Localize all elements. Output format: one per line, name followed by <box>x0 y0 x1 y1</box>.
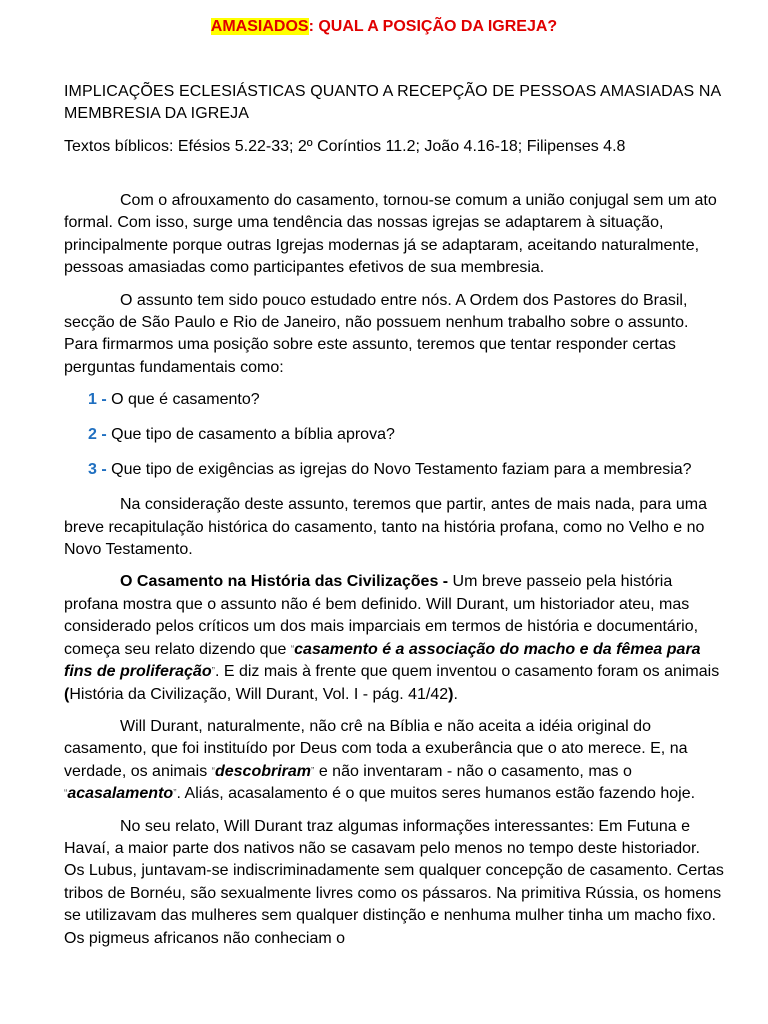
question-item <box>64 459 724 481</box>
emphasis-word: descobriram <box>214 762 312 780</box>
question-text: Que tipo de casamento a bíblia aprova? <box>106 426 395 444</box>
question-text: O que é casamento? <box>106 391 260 409</box>
quote-mark: “ <box>290 643 295 655</box>
question-item <box>64 424 724 446</box>
question-number: 1 - <box>88 391 107 409</box>
paragraph-5 <box>64 716 724 806</box>
quote-definition: casamento é a associação do macho e da fêmea para fins de proliferação <box>64 640 701 681</box>
section-heading: O Casamento na História das Civilizações - <box>120 573 449 591</box>
document-subtitle: IMPLICAÇÕES ECLESIÁSTICAS QUANTO A RECEPÇÃO DE PESSOAS AMASIADAS NA MEMBRESIA DA IGREJA <box>64 83 721 122</box>
paragraph-text: e não inventaram - não o casamento, mas o <box>314 762 632 780</box>
paragraph-3: Na consideração deste assunto, teremos que partir, antes de mais nada, para uma breve recapitulação histórica do casamento, tanto na história profana, como no Velho e no Novo Testamento. <box>64 496 708 559</box>
citation-paren: ) <box>448 685 454 703</box>
question-text: Que tipo de exigências as igrejas do Novo Testamento faziam para a membresia? <box>106 461 692 479</box>
paragraph-text: . Aliás, acasalamento é o que muitos seres humanos estão fazendo hoje. <box>176 785 696 803</box>
paragraph-text: Will Durant, naturalmente, não crê na Bíblia e não aceita a idéia original do casamento, que foi instituído por Deus com toda a exuberância que o ato merece. E, na verdade, os animais <box>64 717 688 780</box>
page-title <box>0 15 768 39</box>
bible-references: Textos bíblicos: Efésios 5.22-33; 2º Coríntios 11.2; João 4.16-18; Filipenses 4.8 <box>64 138 626 155</box>
paragraph-1: Com o afrouxamento do casamento, tornou-se comum a união conjugal sem um ato formal. Com isso, surge uma tendência das nossas igrejas se adaptarem à situação, principalmente porque outras Igrejas modernas já se adaptaram, aceitando naturalmente, pessoas amasiadas como participantes efetivos de sua membresia. <box>64 192 717 277</box>
paragraph-text: Um breve passeio pela história profana mostra que o assunto não é bem definido. Will Durant, um historiador ateu, mas considerado pelos críticos um dos mais imparciais em termos de história e documentário, começa seu relato dizendo que <box>64 573 699 658</box>
citation: História da Civilização, Will Durant, Vol. I - pág. 41/42 <box>69 685 449 703</box>
question-number: 3 - <box>88 461 107 479</box>
paragraph-text: . E diz mais à frente que quem inventou o casamento foram os animais <box>214 663 720 681</box>
title-rest: : QUAL A POSIÇÃO DA IGREJA? <box>308 18 558 35</box>
citation-paren: ( <box>64 685 70 703</box>
paragraph-6: No seu relato, Will Durant traz algumas informações interessantes: Em Futuna e Havaí, a maior parte dos nativos não se casavam pelo menos no tempo deste historiador. Os Lubus, juntavam-se indiscriminadamente sem qualquer concepção de casamento. Certas tribos de Bornéu, são sexualmente livres como os pássaros. Na primitiva Rússia, os homens se utilizavam das mulheres sem qualquer distinção e nenhuma mulher tinha um macho fixo. Os pigmeus africanos não conheciam o <box>64 817 724 947</box>
quote-mark: ” <box>173 788 177 800</box>
quote-mark: “ <box>64 788 68 800</box>
question-item <box>64 389 724 411</box>
paragraph-2: O assunto tem sido pouco estudado entre nós. A Ordem dos Pastores do Brasil, secção de São Paulo e Rio de Janeiro, não possuem nenhum trabalho sobre o assunto. Para firmarmos uma posição sobre este assunto, teremos que tentar responder certas perguntas fundamentais como: <box>64 291 689 376</box>
quote-mark: ” <box>311 765 315 777</box>
quote-mark: “ <box>211 765 215 777</box>
paragraph-4 <box>64 571 724 705</box>
quote-mark: ” <box>211 666 215 678</box>
question-number: 2 - <box>88 426 107 444</box>
paragraph-text: . <box>453 685 458 703</box>
emphasis-word: acasalamento <box>67 785 174 803</box>
title-highlight: AMASIADOS <box>210 18 309 35</box>
document-body <box>64 190 724 960</box>
